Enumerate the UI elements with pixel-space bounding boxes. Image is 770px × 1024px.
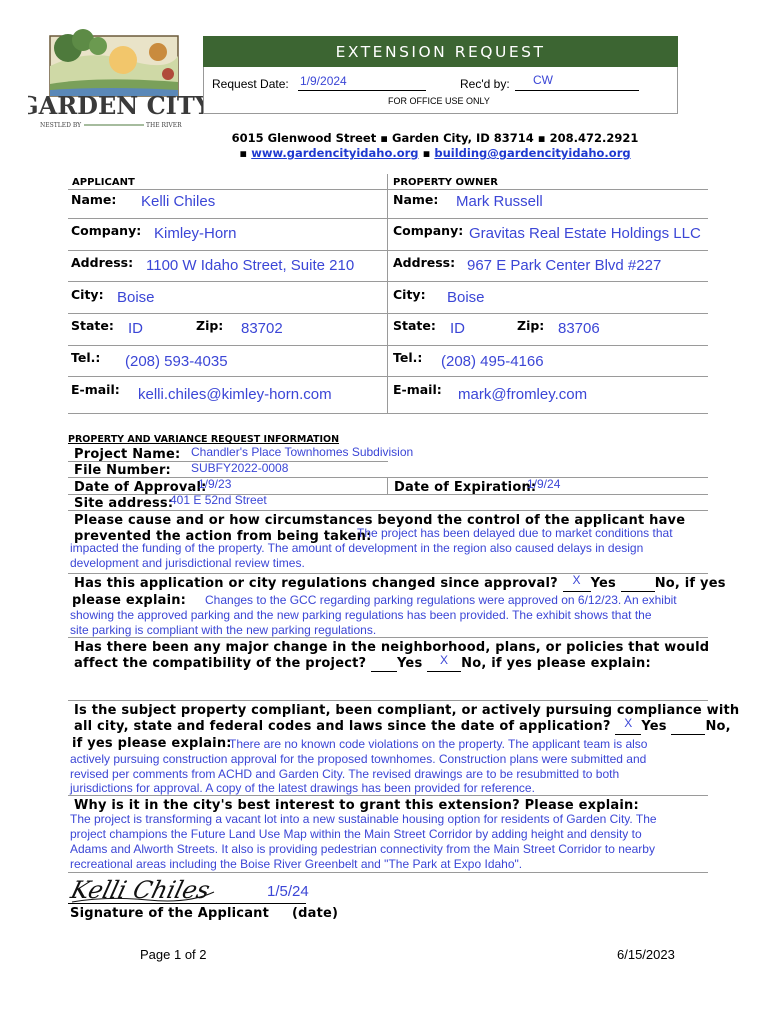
email-link[interactable]: building@gardencityidaho.org: [434, 146, 631, 160]
q5-answer-line[interactable]: recreational areas including the Boise River Greenbelt and "The Park at Expo Idaho".: [70, 857, 523, 871]
owner-zip-label: Zip:: [517, 318, 545, 333]
applicant-state-label: State:: [71, 318, 114, 333]
signature-label: Signature of the Applicant: [70, 906, 270, 921]
page-number: Page 1 of 2: [140, 947, 207, 962]
owner-city-label: City:: [393, 287, 426, 302]
bullet: ▪: [422, 146, 431, 160]
q1-text-line2: prevented the action from being taken:: [74, 529, 372, 544]
owner-heading: PROPERTY OWNER: [393, 177, 498, 188]
q2-yes-label: Yes: [590, 576, 621, 591]
file-number-field[interactable]: SUBFY2022-0008: [191, 461, 289, 475]
applicant-email-label: E-mail:: [71, 382, 120, 397]
q4-question: all city, state and federal codes and laws since the date of application?: [74, 719, 616, 734]
applicant-zip-field[interactable]: 83702: [241, 320, 283, 337]
owner-name-field[interactable]: Mark Russell: [456, 193, 543, 210]
q3-question: affect the compatibility of the project?: [74, 656, 372, 671]
website-link[interactable]: www.gardencityidaho.org: [251, 146, 419, 160]
q3-yes-blank[interactable]: [371, 656, 397, 672]
revision-date: 6/15/2023: [617, 947, 675, 962]
q4-yes-label: Yes: [641, 719, 672, 734]
row-divider: [68, 189, 708, 190]
q3-no-label: No, if yes please explain:: [461, 656, 651, 671]
owner-state-field[interactable]: ID: [450, 320, 465, 337]
signature-handwriting: Kelli Chiles: [68, 875, 213, 904]
q4-yes-mark: X: [624, 716, 633, 730]
applicant-city-label: City:: [71, 287, 104, 302]
applicant-tel-label: Tel.:: [71, 350, 101, 365]
q1-answer-line[interactable]: impacted the funding of the property. The amount of development in the region also caused delays in design: [70, 541, 644, 555]
row-divider: [68, 376, 708, 377]
applicant-name-field[interactable]: Kelli Chiles: [141, 193, 216, 210]
date-label: (date): [292, 906, 339, 921]
project-name-field[interactable]: Chandler's Place Townhomes Subdivision: [191, 445, 414, 459]
q2-yes-mark: X: [572, 573, 581, 587]
row-divider: [68, 477, 708, 478]
project-section-heading: PROPERTY AND VARIANCE REQUEST INFORMATION: [68, 434, 340, 445]
form-title: EXTENSION REQUEST: [203, 36, 678, 67]
request-date-underline: [298, 90, 426, 91]
recd-by-underline: [515, 90, 639, 91]
row-divider: [68, 313, 708, 314]
site-address-label: Site address:: [74, 496, 174, 511]
applicant-name-label: Name:: [71, 192, 117, 207]
row-divider: [68, 218, 708, 219]
applicant-state-field[interactable]: ID: [128, 320, 143, 337]
q3-yes-label: Yes: [397, 656, 428, 671]
applicant-heading: APPLICANT: [72, 177, 135, 188]
owner-city-field[interactable]: Boise: [447, 289, 485, 306]
q2-text-line2: please explain:: [72, 593, 187, 608]
owner-company-field[interactable]: Gravitas Real Estate Holdings LLC: [469, 225, 701, 242]
q4-text-line1: Is the subject property compliant, been compliant, or actively pursuing compliance with: [74, 703, 740, 718]
q4-text-line2: [74, 716, 731, 735]
applicant-zip-label: Zip:: [196, 318, 224, 333]
q2-yes-blank[interactable]: [563, 573, 591, 592]
q4-answer-line[interactable]: jurisdictions for approval. A copy of the latest drawings has been provided for reference.: [70, 781, 535, 795]
owner-state-label: State:: [393, 318, 436, 333]
city-address: 6015 Glenwood Street ▪ Garden City, ID 83714 ▪ 208.472.2921: [231, 131, 639, 145]
owner-email-label: E-mail:: [393, 382, 442, 397]
approval-date-label: Date of Approval:: [74, 480, 207, 495]
row-divider: [68, 573, 708, 574]
q4-answer-line[interactable]: actively pursuing construction approval for the proposed townhomes. Construction plans were submitted and: [70, 752, 647, 766]
row-divider: [68, 637, 708, 638]
q2-no-blank[interactable]: [621, 576, 655, 592]
owner-zip-field[interactable]: 83706: [558, 320, 600, 337]
applicant-company-label: Company:: [71, 223, 142, 238]
q3-no-mark: X: [440, 653, 449, 667]
expiration-date-label: Date of Expiration:: [394, 480, 537, 495]
row-divider: [68, 250, 708, 251]
q5-answer-line[interactable]: project champions the Future Land Use Map within the Main Street Corridor by adding height and density to: [70, 827, 642, 841]
q1-answer-first[interactable]: The project has been delayed due to market conditions that: [357, 526, 673, 540]
applicant-email-field[interactable]: kelli.chiles@kimley-horn.com: [138, 386, 332, 403]
svg-text:THE RIVER: THE RIVER: [146, 122, 182, 129]
row-divider: [68, 795, 708, 796]
q3-no-blank[interactable]: [427, 653, 461, 672]
recd-by-label: Rec'd by:: [460, 77, 510, 91]
q4-yes-blank[interactable]: [615, 716, 641, 735]
q4-no-blank[interactable]: [671, 719, 705, 735]
q5-text-line1: Why is it in the city's best interest to grant this extension? Please explain:: [74, 798, 639, 813]
approval-date-field[interactable]: 1/9/23: [198, 477, 232, 491]
file-number-label: File Number:: [74, 463, 171, 478]
row-divider: [68, 345, 708, 346]
row-divider: [68, 413, 708, 414]
owner-name-label: Name:: [393, 192, 439, 207]
signature-date-field[interactable]: 1/5/24: [267, 883, 309, 900]
applicant-signature[interactable]: [68, 872, 218, 906]
applicant-address-field[interactable]: 1100 W Idaho Street, Suite 210: [146, 257, 355, 274]
applicant-tel-field[interactable]: (208) 593-4035: [125, 353, 228, 370]
owner-address-label: Address:: [393, 255, 456, 270]
owner-address-field[interactable]: 967 E Park Center Blvd #227: [467, 257, 662, 274]
row-divider: [68, 494, 708, 495]
signature-underline: [68, 903, 306, 904]
q2-answer-first[interactable]: Changes to the GCC regarding parking regulations were approved on 6/12/23. An exhibit: [205, 593, 677, 607]
owner-tel-field[interactable]: (208) 495-4166: [441, 353, 544, 370]
city-contact: [200, 146, 670, 160]
row-divider: [68, 281, 708, 282]
applicant-address-label: Address:: [71, 255, 134, 270]
q3-text-line1: Has there been any major change in the neighborhood, plans, or policies that would: [74, 640, 710, 655]
applicant-company-field[interactable]: Kimley-Horn: [154, 225, 237, 242]
project-name-label: Project Name:: [74, 447, 181, 462]
q4-answer-line[interactable]: revised per comments from ACHD and Garden City. The revised drawings are to be resubmitted to both: [70, 767, 620, 781]
svg-text:NESTLED BY: NESTLED BY: [40, 122, 82, 129]
q1-answer-line[interactable]: development and jurisdictional review times.: [70, 556, 305, 570]
q2-no-label: No, if yes: [654, 576, 726, 591]
applicant-city-field[interactable]: Boise: [117, 289, 155, 306]
q4-answer-first[interactable]: There are no known code violations on the property. The applicant team is also: [229, 737, 648, 751]
q4-text-line3: if yes please explain:: [72, 736, 232, 751]
garden-city-logo: [28, 26, 203, 138]
bullet: ▪: [239, 146, 248, 160]
q5-answer-line[interactable]: Adams and Alworth Streets. It also is providing pedestrian connectivity from the Main Street Corridor to nearby: [70, 842, 655, 856]
q2-answer-line[interactable]: site parking is compliant with the new parking regulations.: [70, 623, 377, 637]
office-use-note: FOR OFFICE USE ONLY: [388, 96, 490, 106]
request-date-label: Request Date:: [212, 77, 289, 91]
site-address-field[interactable]: 401 E 52nd Street: [170, 493, 267, 507]
column-divider: [387, 174, 388, 414]
expiration-date-field[interactable]: 1/9/24: [527, 477, 561, 491]
q5-answer-line[interactable]: The project is transforming a vacant lot into a new sustainable housing option for residents of Garden City. The: [70, 812, 657, 826]
q2-answer-line[interactable]: showing the approved parking and the new parking regulations has been provided. The exhibit shows that the: [70, 608, 652, 622]
q1-text-line1: Please cause and or how circumstances beyond the control of the applicant have: [74, 513, 686, 528]
request-date-value[interactable]: 1/9/2024: [300, 74, 347, 88]
q3-text-line2: [74, 653, 651, 672]
column-divider: [387, 477, 388, 494]
owner-company-label: Company:: [393, 223, 464, 238]
q4-no-label: No,: [705, 719, 731, 734]
svg-text:GARDEN CITY: GARDEN CITY: [28, 91, 203, 120]
recd-by-value[interactable]: CW: [533, 73, 553, 87]
row-divider: [68, 510, 708, 511]
q2-question: Has this application or city regulations changed since approval?: [74, 576, 563, 591]
row-divider: [68, 700, 708, 701]
owner-tel-label: Tel.:: [393, 350, 423, 365]
q2-text-line1: [74, 573, 726, 592]
owner-email-field[interactable]: mark@fromley.com: [458, 386, 588, 403]
